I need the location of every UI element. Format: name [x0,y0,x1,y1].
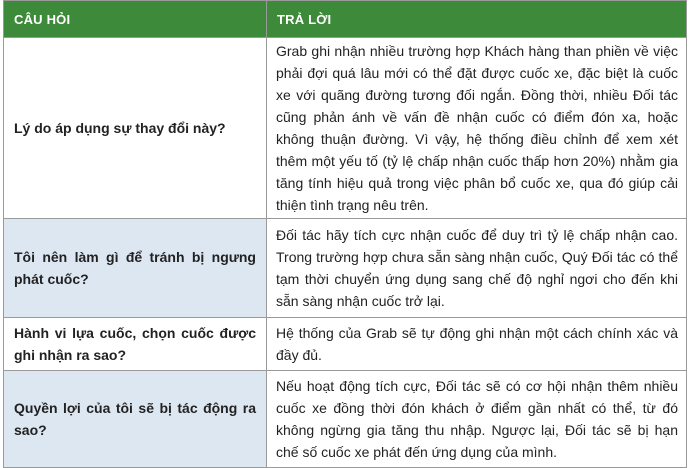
question-cell: Tôi nên làm gì để tránh bị ngưng phát cuốc? [4,219,267,318]
answer-cell: Đối tác hãy tích cực nhận cuốc để duy trì tỷ lệ chấp nhận cao. Trong trường hợp chưa sẵn sàng nhận cuốc, Quý Đối tác có thể tạm thời chuyển ứng dụng sang chế độ nghỉ ngơi cho đến khi sẵn sàng nhận cuốc trở lại. [267,219,687,318]
column-header-question: CÂU HỎI [4,1,267,38]
answer-cell: Hệ thống của Grab sẽ tự động ghi nhận một cách chính xác và đầy đủ. [267,318,687,371]
table-row [4,219,687,318]
answer-cell: Nếu hoạt động tích cực, Đối tác sẽ có cơ hội nhận thêm nhiều cuốc xe đồng thời đón khách ở điểm gần nhất có thể, từ đó không ngừng gia tăng thu nhập. Ngược lại, Đối tác sẽ bị hạn chế số cuốc xe phát đến ứng dụng của mình. [267,371,687,468]
column-header-answer: TRẢ LỜI [267,1,687,38]
question-cell: Hành vi lựa cuốc, chọn cuốc được ghi nhận ra sao? [4,318,267,371]
question-cell: Lý do áp dụng sự thay đổi này? [4,38,267,219]
question-cell: Quyền lợi của tôi sẽ bị tác động ra sao? [4,371,267,468]
table-header-row [4,1,687,38]
table-row [4,38,687,219]
faq-table [3,0,687,468]
table-row [4,371,687,468]
answer-cell: Grab ghi nhận nhiều trường hợp Khách hàng than phiền về việc phải đợi quá lâu mới có thể đặt được cuốc xe, đặc biệt là cuốc xe với quãng đường tương đối ngắn. Đồng thời, nhiều Đối tác cũng phản ánh về vấn đề nhận cuốc có điểm đón xa, hoặc không thuận đường. Vì vậy, hệ thống điều chỉnh để xem xét thêm một yếu tố (tỷ lệ chấp nhận cuốc thấp hơn 20%) nhằm gia tăng tính hiệu quả trong việc phân bổ cuốc xe, qua đó giúp cải thiện tình trạng nêu trên. [267,38,687,219]
table-row [4,318,687,371]
